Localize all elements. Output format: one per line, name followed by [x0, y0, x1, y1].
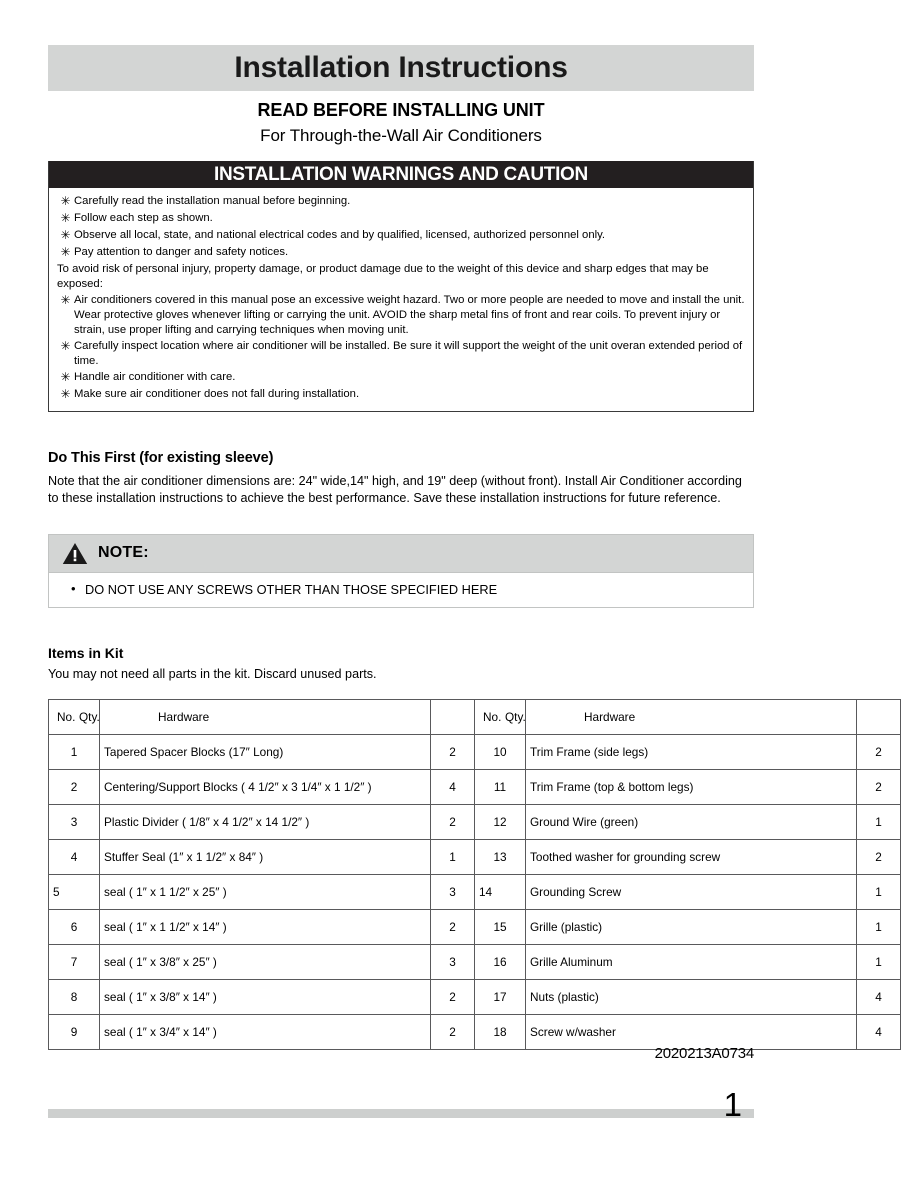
row-hardware-right: Grille (plastic) [526, 909, 857, 944]
row-qty-right: 4 [857, 979, 901, 1014]
footer-bar [48, 1109, 754, 1118]
warning-item [57, 245, 745, 261]
asterisk-bullet-icon: ✳ [60, 386, 71, 401]
row-hardware-left: Tapered Spacer Blocks (17″ Long) [100, 734, 431, 769]
row-no-right: 14 [475, 874, 526, 909]
items-in-kit-table [48, 699, 901, 1050]
row-no-right: 15 [475, 909, 526, 944]
row-no-right: 10 [475, 734, 526, 769]
row-no-left: 8 [49, 979, 100, 1014]
row-hardware-right: Trim Frame (top & bottom legs) [526, 769, 857, 804]
do-this-first-heading: Do This First (for existing sleeve) [48, 449, 274, 466]
row-hardware-left: seal ( 1″ x 1 1/2″ x 14″ ) [100, 909, 431, 944]
row-no-left: 6 [49, 909, 100, 944]
header-qty-left-label: Qty. [79, 709, 100, 724]
do-this-first-paragraph: Note that the air conditioner dimensions are: 24" wide,14" high, and 19" deep (without front). Install Air Conditioner according to these installation instructions to achieve the best performance. Save these installation instructions for future reference. [48, 473, 742, 506]
row-hardware-right: Toothed washer for grounding screw [526, 839, 857, 874]
bullet-dot-icon: • [71, 580, 76, 596]
note-header [48, 534, 754, 572]
row-hardware-left: Stuffer Seal (1″ x 1 1/2″ x 84″ ) [100, 839, 431, 874]
row-no-left: 1 [49, 734, 100, 769]
row-qty-left: 2 [431, 909, 475, 944]
row-qty-right: 1 [857, 804, 901, 839]
row-qty-right: 2 [857, 769, 901, 804]
warning-item [57, 228, 745, 244]
row-no-left: 5 [49, 874, 100, 909]
row-qty-left: 3 [431, 944, 475, 979]
row-qty-right: 1 [857, 874, 901, 909]
header-hardware-left: Hardware [100, 699, 431, 734]
row-hardware-right: Trim Frame (side legs) [526, 734, 857, 769]
table-row [49, 874, 901, 909]
header-no-left [49, 699, 100, 734]
warning-item [57, 293, 745, 338]
warning-item [57, 370, 745, 386]
row-qty-left: 2 [431, 804, 475, 839]
row-hardware-left: seal ( 1″ x 3/4″ x 14″ ) [100, 1014, 431, 1049]
table-row [49, 769, 901, 804]
row-hardware-left: seal ( 1″ x 3/8″ x 25″ ) [100, 944, 431, 979]
table-row [49, 839, 901, 874]
warning-item-text: Make sure air conditioner does not fall during installation. [74, 387, 360, 400]
row-hardware-right: Nuts (plastic) [526, 979, 857, 1014]
table-row [49, 1014, 901, 1049]
asterisk-bullet-icon: ✳ [60, 244, 71, 259]
subtitle-primary: READ BEFORE INSTALLING UNIT [257, 100, 545, 120]
row-qty-left: 4 [431, 769, 475, 804]
warnings-body [49, 188, 753, 411]
note-item-text: DO NOT USE ANY SCREWS OTHER THAN THOSE SPECIFIED HERE [85, 581, 498, 597]
header-qty-right-label: Qty. [505, 709, 526, 724]
note-item [49, 582, 753, 597]
row-no-left: 7 [49, 944, 100, 979]
row-qty-right: 1 [857, 909, 901, 944]
row-hardware-right: Grille Aluminum [526, 944, 857, 979]
asterisk-bullet-icon: ✳ [60, 369, 71, 384]
row-hardware-right: Screw w/washer [526, 1014, 857, 1049]
items-in-kit-heading: Items in Kit [48, 644, 124, 661]
warnings-header: INSTALLATION WARNINGS AND CAUTION [49, 161, 753, 188]
row-no-right: 17 [475, 979, 526, 1014]
table-header-row [49, 699, 901, 734]
table-row [49, 979, 901, 1014]
document-page [0, 45, 882, 1179]
header-qtycol-right [857, 699, 901, 734]
row-no-right: 12 [475, 804, 526, 839]
warning-item-text: Follow each step as shown. [74, 211, 213, 224]
row-qty-right: 1 [857, 944, 901, 979]
row-qty-right: 4 [857, 1014, 901, 1049]
document-number: 2020213A0734 [654, 1045, 754, 1062]
asterisk-bullet-icon: ✳ [60, 194, 71, 208]
row-no-left: 2 [49, 769, 100, 804]
asterisk-bullet-icon: ✳ [60, 292, 71, 307]
row-no-left: 9 [49, 1014, 100, 1049]
table-row [49, 804, 901, 839]
warning-item [57, 387, 745, 403]
subtitle-secondary: For Through-the-Wall Air Conditioners [260, 126, 542, 145]
row-qty-left: 2 [431, 1014, 475, 1049]
items-in-kit-subheading: You may not need all parts in the kit. Discard unused parts. [48, 666, 377, 681]
row-no-left: 4 [49, 839, 100, 874]
row-qty-right: 2 [857, 839, 901, 874]
warning-item-text: Air conditioners covered in this manual pose an excessive weight hazard. Two or more people are needed to move and install the unit. Wear protective gloves whenever lifting or carrying the unit. AVOID the sharp metal fins of front and rear coils. To prevent injury or strain, use proper lifting and carrying techniques when moving unit. [74, 293, 745, 336]
page-title: Installation Instructions [234, 51, 568, 84]
row-qty-left: 2 [431, 979, 475, 1014]
warning-item-text: Handle air conditioner with care. [74, 370, 236, 383]
warning-item-text: Carefully read the installation manual before beginning. [74, 195, 351, 207]
header-no-left-label: No. [57, 709, 76, 724]
row-hardware-left: seal ( 1″ x 1 1/2″ x 25″ ) [100, 874, 431, 909]
row-hardware-right: Grounding Screw [526, 874, 857, 909]
row-no-right: 13 [475, 839, 526, 874]
row-no-right: 16 [475, 944, 526, 979]
row-hardware-left: seal ( 1″ x 3/8″ x 14″ ) [100, 979, 431, 1014]
warnings-panel [48, 161, 754, 412]
row-qty-left: 2 [431, 734, 475, 769]
header-qtycol-left [431, 699, 475, 734]
header-no-right [475, 699, 526, 734]
header-no-right-label: No. [483, 709, 502, 724]
warning-item [57, 339, 745, 369]
row-hardware-left: Centering/Support Blocks ( 4 1/2″ x 3 1/4″ x 1 1/2″ ) [100, 769, 431, 804]
row-qty-left: 1 [431, 839, 475, 874]
asterisk-bullet-icon: ✳ [60, 338, 71, 353]
warning-item-text: Pay attention to danger and safety notices. [74, 245, 289, 258]
note-panel [48, 534, 754, 608]
table-row [49, 734, 901, 769]
title-banner [48, 45, 754, 91]
warning-item [57, 194, 745, 210]
row-no-left: 3 [49, 804, 100, 839]
table-row [49, 909, 901, 944]
note-label: NOTE: [98, 544, 149, 562]
row-hardware-left: Plastic Divider ( 1/8″ x 4 1/2″ x 14 1/2″ ) [100, 804, 431, 839]
row-qty-right: 2 [857, 734, 901, 769]
header-hardware-right: Hardware [526, 699, 857, 734]
row-no-right: 18 [475, 1014, 526, 1049]
page-number: 1 [723, 1086, 742, 1123]
asterisk-bullet-icon: ✳ [60, 210, 71, 225]
row-no-right: 11 [475, 769, 526, 804]
row-qty-left: 3 [431, 874, 475, 909]
warning-triangle-icon [62, 542, 88, 565]
asterisk-bullet-icon: ✳ [60, 227, 71, 242]
warning-item-text: Carefully inspect location where air conditioner will be installed. Be sure it will support the weight of the unit overan extended period of time. [74, 339, 743, 367]
warnings-lead-paragraph: To avoid risk of personal injury, property damage, or product damage due to the weight of this device and sharp edges that may be exposed: [57, 262, 709, 290]
row-hardware-right: Ground Wire (green) [526, 804, 857, 839]
note-body [48, 572, 754, 608]
warning-item [57, 211, 745, 227]
warning-item-text: Observe all local, state, and national electrical codes and by qualified, licensed, authorized personnel only. [74, 228, 606, 241]
table-row [49, 944, 901, 979]
